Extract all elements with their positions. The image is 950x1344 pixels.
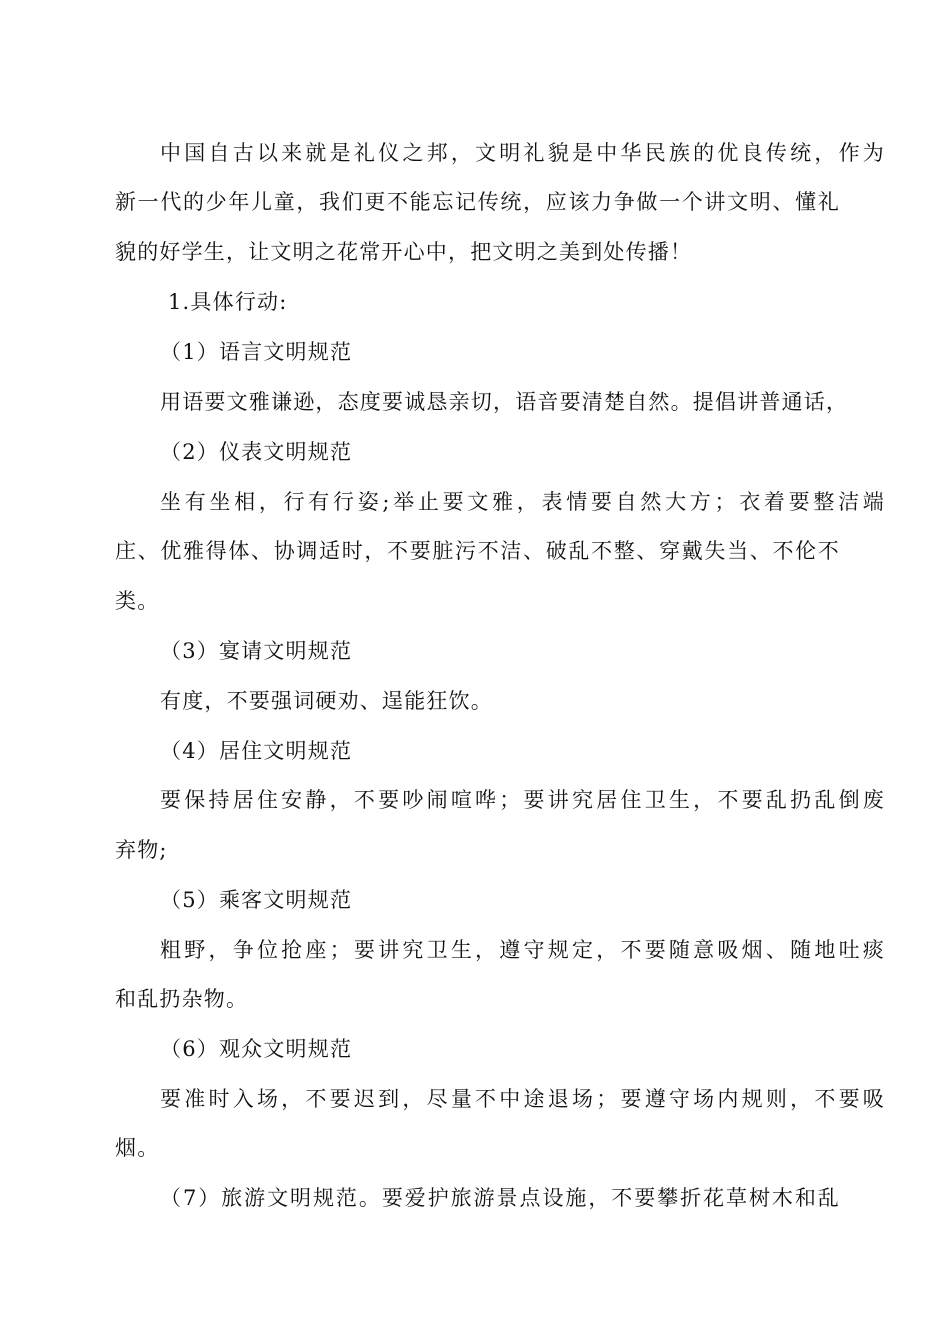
item-body-appearance-line-3: 类。 (115, 589, 160, 613)
item-body-passenger-line-1: 粗野，争位抢座；要讲究卫生，遵守规定，不要随意吸烟、随地吐痰 (160, 938, 885, 962)
item-body-residence-line-1: 要保持居住安静，不要吵闹喧哗；要讲究居住卫生，不要乱扔乱倒废 (160, 788, 885, 812)
item-body-appearance-line-1: 坐有坐相，行有行姿;举止要文雅，表情要自然大方；衣着要整洁端 (160, 490, 885, 514)
intro-paragraph-line-3: 貌的好学生，让文明之花常开心中，把文明之美到处传播！ (115, 240, 693, 264)
section-heading-specific-actions: 1.具体行动: (168, 290, 288, 314)
item-body-passenger-line-2: 和乱扔杂物。 (115, 987, 249, 1011)
intro-paragraph-line-2: 新一代的少年儿童，我们更不能忘记传统，应该力争做一个讲文明、懂礼 (115, 190, 840, 214)
item-heading-passenger: （5）乘客文明规范 (160, 888, 353, 912)
item-heading-language: （1）语言文明规范 (160, 340, 353, 364)
item-body-language-line-1: 用语要文雅谦逊，态度要诚恳亲切，语音要清楚自然。提倡讲普通话， (160, 390, 849, 414)
item-body-audience-line-2: 烟。 (115, 1136, 160, 1160)
item-body-banquet-line-1: 有度，不要强词硬劝、逞能狂饮。 (160, 689, 493, 713)
item-body-residence-line-2: 弃物; (115, 838, 168, 862)
item-heading-banquet: （3）宴请文明规范 (160, 639, 353, 663)
item-heading-travel: （7）旅游文明规范。要爱护旅游景点设施，不要攀折花草树木和乱 (160, 1186, 840, 1210)
item-heading-audience: （6）观众文明规范 (160, 1037, 353, 1061)
item-heading-appearance: （2）仪表文明规范 (160, 440, 353, 464)
item-body-audience-line-1: 要准时入场，不要迟到，尽量不中途退场；要遵守场内规则，不要吸 (160, 1087, 885, 1111)
item-heading-residence: （4）居住文明规范 (160, 739, 353, 763)
intro-paragraph-line-1: 中国自古以来就是礼仪之邦，文明礼貌是中华民族的优良传统，作为 (160, 141, 885, 165)
item-body-appearance-line-2: 庄、优雅得体、协调适时，不要脏污不洁、破乱不整、穿戴失当、不伦不 (115, 539, 840, 563)
